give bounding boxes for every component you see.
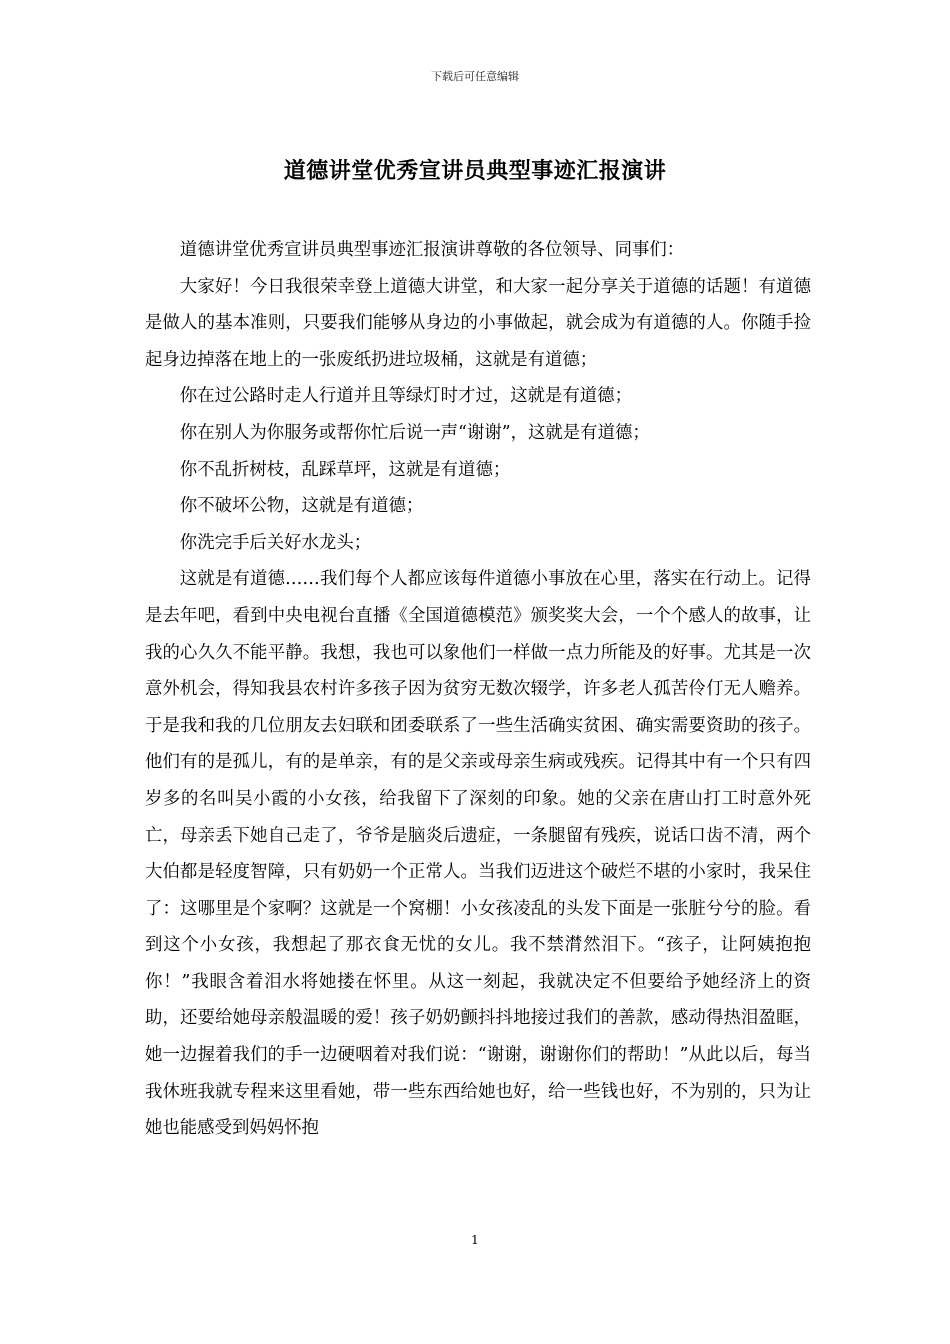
paragraph: 这就是有道德……我们每个人都应该每件道德小事放在心里，落实在行动上。记得是去年吧，看到中央电视台直播《全国道德模范》颁奖奖大会，一个个感人的故事，让我的心久久不能平静。我想，我也可以象他们一样做一点力所能及的好事。尤其是一次意外机会，得知我县农村许多孩子因为贫穷无数次辍学，许多老人孤苦伶仃无人赡养。于是我和我的几位朋友去妇联和团委联系了一些生活确实贫困、确实需要资助的孩子。他们有的是孤儿，有的是单亲，有的是父亲或母亲生病或残疾。记得其中有一个只有四岁多的名叫吴小霞的小女孩，给我留下了深刻的印象。她的父亲在唐山打工时意外死亡，母亲丢下她自己走了，爷爷是脑炎后遗症，一条腿留有残疾，说话口齿不清，两个大伯都是轻度智障，只有奶奶一个正常人。当我们迈进这个破烂不堪的小家时，我呆住了：这哪里是个家啊？这就是一个窝棚！小女孩凌乱的头发下面是一张脏兮兮的脸。看到这个小女孩，我想起了那衣食无忧的女儿。我不禁潸然泪下。“孩子，让阿姨抱抱你！”我眼含着泪水将她搂在怀里。从这一刻起，我就决定不但要给予她经济上的资助，还要给她母亲般温暖的爱！孩子奶奶颤抖抖地接过我们的善款，感动得热泪盈眶，她一边握着我们的手一边硬咽着对我们说：“谢谢，谢谢你们的帮助！”从此以后，每当我休班我就专程来这里看她，带一些东西给她也好，给一些钱也好，不为别的，只为让她也能感受到妈妈怀抱 — [145, 569, 811, 1139]
document-title: 道德讲堂优秀宣讲员典型事迹汇报演讲 — [283, 158, 667, 184]
paragraph: 你在别人为你服务或帮你忙后说一声“谢谢”，这就是有道德； — [179, 422, 650, 443]
paragraph: 道德讲堂优秀宣讲员典型事迹汇报演讲尊敬的各位领导、同事们： — [179, 240, 685, 260]
page-header: 下载后可任意编辑 — [431, 70, 519, 83]
paragraph: 你洗完手后关好水龙头； — [179, 532, 372, 553]
paragraph: 大家好！今日我很荣幸登上道德大讲堂，和大家一起分享关于道德的话题！有道德是做人的基本准则，只要我们能够从身边的小事做起，就会成为有道德的人。你随手捡起身边掉落在地上的一张废纸扔进垃圾桶，这就是有道德； — [145, 276, 811, 370]
page-number: 1 — [471, 1233, 479, 1247]
document-body — [145, 232, 811, 1147]
paragraph: 你不破坏公物，这就是有道德； — [179, 496, 424, 517]
paragraph: 你不乱折树枝，乱踩草坪，这就是有道德； — [179, 459, 511, 480]
paragraph: 你在过公路时走人行道并且等绿灯时才过，这就是有道德； — [179, 386, 632, 407]
